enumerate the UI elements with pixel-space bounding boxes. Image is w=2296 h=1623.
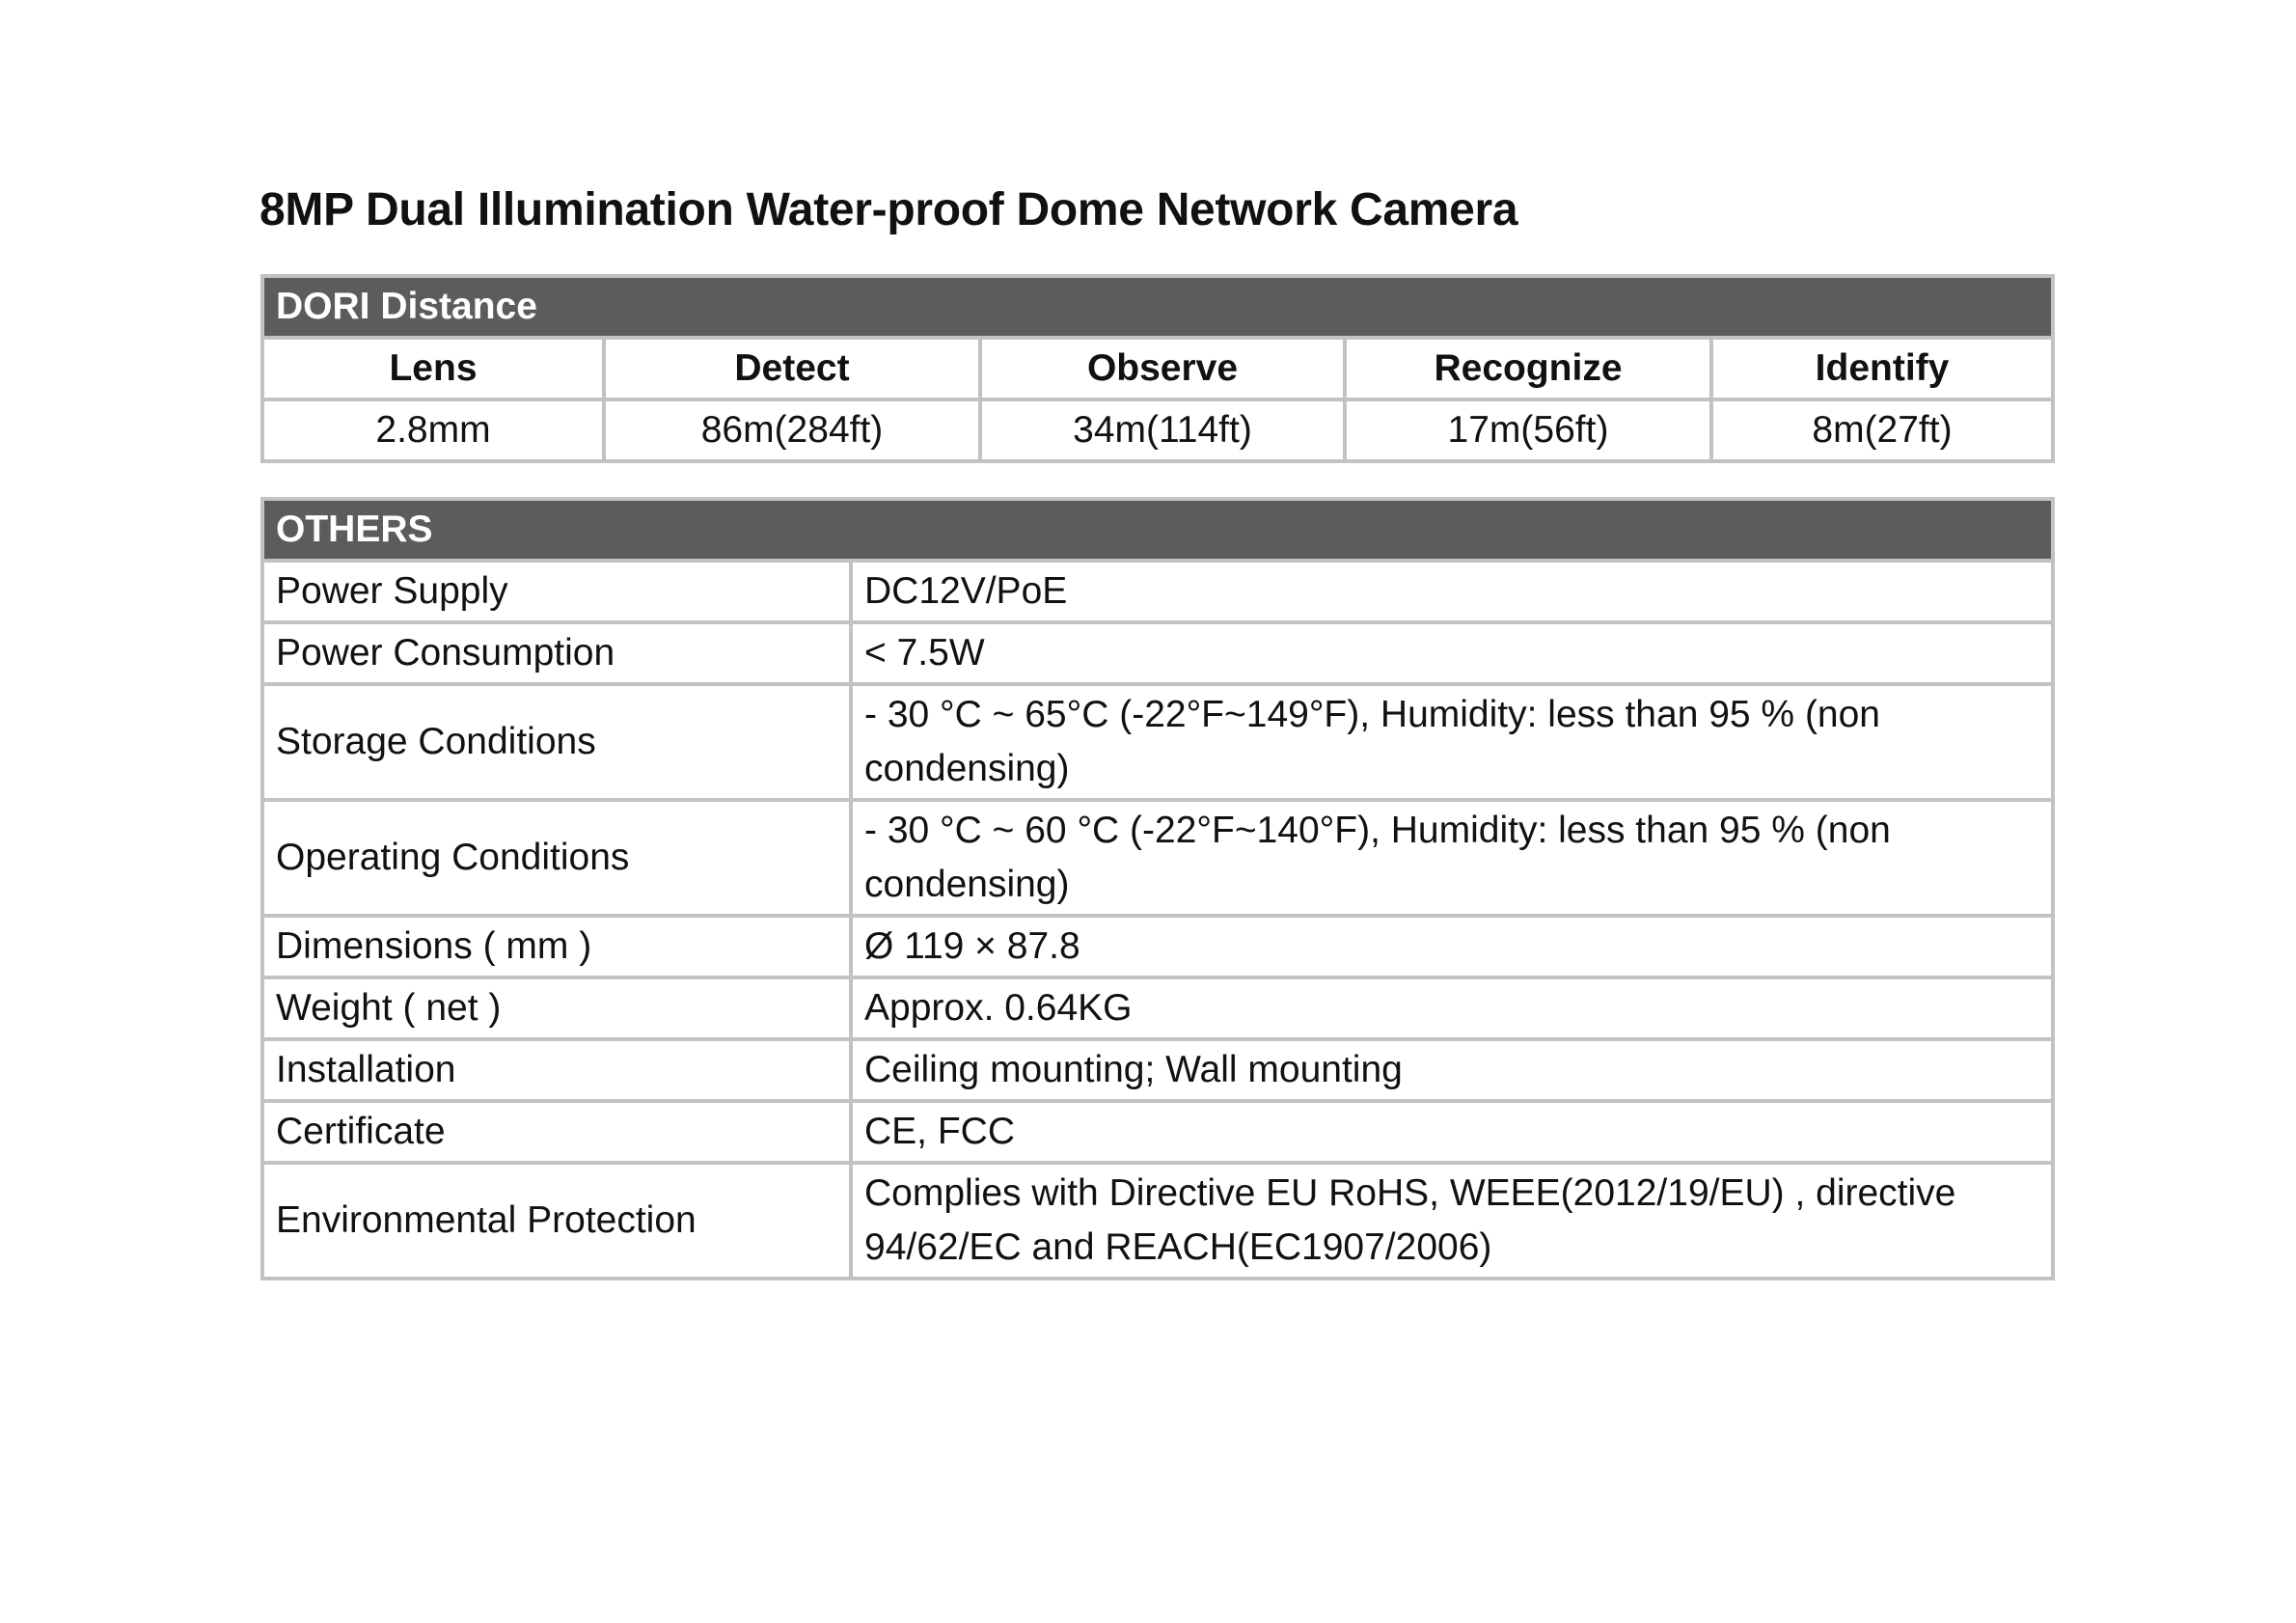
spec-label: Storage Conditions [262, 684, 851, 800]
spec-value: Ø 119 × 87.8 [851, 916, 2053, 977]
table-row [262, 622, 2053, 684]
spec-label: Operating Conditions [262, 800, 851, 916]
dori-distance-table [260, 274, 2055, 463]
others-table [260, 497, 2055, 1280]
table-row [262, 916, 2053, 977]
table-row [262, 561, 2053, 622]
detect-value: 86m(284ft) [604, 399, 980, 461]
dori-section-header [262, 276, 2053, 338]
spec-value: DC12V/PoE [851, 561, 2053, 622]
column-header-detect: Detect [604, 338, 980, 399]
spec-label: Installation [262, 1039, 851, 1101]
table-row [262, 399, 2053, 461]
others-section-header [262, 499, 2053, 561]
page-title: 8MP Dual Illumination Water-proof Dome Network Camera [260, 184, 1518, 235]
spec-label: Weight ( net ) [262, 977, 851, 1039]
column-header-observe: Observe [980, 338, 1345, 399]
spec-label: Dimensions ( mm ) [262, 916, 851, 977]
spec-label: Power Consumption [262, 622, 851, 684]
table-row [262, 1101, 2053, 1163]
table-row [262, 977, 2053, 1039]
spec-value: Complies with Directive EU RoHS, WEEE(2012/19/EU) , directive 94/62/EC and REACH(EC1907/2006) [851, 1163, 2053, 1279]
spec-label: Power Supply [262, 561, 851, 622]
table-row [262, 1039, 2053, 1101]
spec-value: < 7.5W [851, 622, 2053, 684]
table-row [262, 1163, 2053, 1279]
table-row [262, 684, 2053, 800]
others-heading: OTHERS [262, 499, 2053, 561]
column-header-recognize: Recognize [1345, 338, 1711, 399]
recognize-value: 17m(56ft) [1345, 399, 1711, 461]
spec-value: - 30 °C ~ 65°C (-22°F~149°F), Humidity: less than 95 % (non condensing) [851, 684, 2053, 800]
spec-value: Approx. 0.64KG [851, 977, 2053, 1039]
spec-value: CE, FCC [851, 1101, 2053, 1163]
spec-label: Environmental Protection [262, 1163, 851, 1279]
spec-label: Certificate [262, 1101, 851, 1163]
column-header-lens: Lens [262, 338, 604, 399]
lens-value: 2.8mm [262, 399, 604, 461]
dori-column-headers [262, 338, 2053, 399]
observe-value: 34m(114ft) [980, 399, 1345, 461]
dori-heading: DORI Distance [262, 276, 2053, 338]
spec-value: Ceiling mounting; Wall mounting [851, 1039, 2053, 1101]
identify-value: 8m(27ft) [1711, 399, 2053, 461]
column-header-identify: Identify [1711, 338, 2053, 399]
table-row [262, 800, 2053, 916]
spec-value: - 30 °C ~ 60 °C (-22°F~140°F), Humidity: less than 95 % (non condensing) [851, 800, 2053, 916]
